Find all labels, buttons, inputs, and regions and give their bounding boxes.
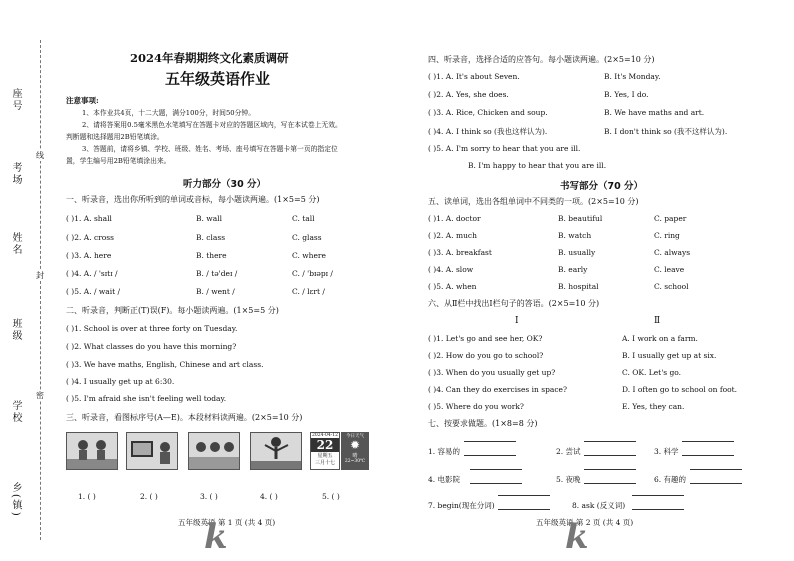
tv-illustration: [127, 433, 177, 469]
calendar-weekday: 星期五: [317, 453, 333, 459]
page-2-footer: 五年级英语 第 2 页 (共 4 页): [536, 518, 634, 527]
people-illustration: [67, 433, 117, 469]
notes-heading: 注意事项:: [66, 96, 99, 105]
option-b: B. wall: [196, 214, 222, 223]
answer-slot[interactable]: 5. ( ): [322, 492, 340, 501]
sport-illustration: [251, 433, 301, 469]
statement-item[interactable]: ( )4. I usually get up at 6:30.: [66, 377, 175, 386]
answer-line[interactable]: [584, 483, 636, 484]
answer-slot[interactable]: 4. ( ): [260, 492, 278, 501]
brand-logo: k: [204, 517, 228, 557]
option-b: B. / went /: [196, 287, 235, 296]
note-line: 3、答题前，请将乡镇、学校、班级、姓名、考场、座号填写在答题卡第一页的指定位: [82, 145, 338, 153]
calendar-lunar: 三月十七: [314, 460, 335, 466]
response-item[interactable]: ( )5. A. I'm sorry to hear that you are ill.: [428, 144, 581, 153]
note-line: 2、请将答案用0.5毫米黑色水笔填写在答题卡对应的答题区域内，写在本试卷上无效。: [82, 121, 342, 129]
seal-mark: 封: [36, 271, 44, 280]
answer-slot[interactable]: 2. ( ): [140, 492, 158, 501]
exam-title: 2024年春期期终文化素质调研: [130, 51, 289, 65]
section-7-title: 七、按要求做题。(1×8=8 分): [428, 419, 538, 428]
option-c: C. glass: [292, 233, 322, 242]
response-item[interactable]: ( )3. A. Rice, Chicken and soup.: [428, 108, 548, 117]
brand-logo: k: [565, 517, 589, 557]
task-item: 4. 电影院: [428, 475, 461, 484]
answer-line[interactable]: [632, 495, 684, 496]
weather-card: [341, 432, 369, 470]
note-line: 判断题和选择题用2B铅笔填涂。: [66, 133, 164, 141]
option-b: B. class: [196, 233, 226, 242]
task-item: 3. 科学: [654, 447, 679, 456]
picture-e-calendar: [310, 432, 340, 470]
statement-item[interactable]: ( )3. We have maths, English, Chinese and art class.: [66, 360, 264, 369]
question-item[interactable]: ( )2. A. cross: [66, 233, 114, 242]
sun-icon: ✹: [349, 438, 361, 452]
school-label: 学校: [10, 400, 21, 424]
picture-a-people: [66, 432, 118, 470]
question-item[interactable]: ( )3. A. here: [66, 251, 112, 260]
match-question[interactable]: ( )4. Can they do exercises in space?: [428, 385, 568, 394]
statement-item[interactable]: ( )1. School is over at three forty on Tuesday.: [66, 324, 238, 333]
answer-line[interactable]: [470, 469, 522, 470]
response-item[interactable]: ( )2. A. Yes, she does.: [428, 90, 509, 99]
answer-slot[interactable]: 3. ( ): [200, 492, 218, 501]
picture-b-tv: [126, 432, 178, 470]
option-b: B. We have maths and art.: [604, 108, 705, 117]
writing-section-header: 书写部分（70 分）: [560, 181, 644, 192]
answer-line[interactable]: [682, 441, 734, 442]
response-item[interactable]: ( )4. A. I think so (我也这样认为).: [428, 127, 548, 136]
option-b: B. watch: [558, 231, 592, 240]
section-2-title: 二、听录音，判断正(T)误(F)。每小题读两遍。(1×5=5 分): [66, 306, 279, 315]
answer-line[interactable]: [632, 509, 684, 510]
line-mark: 线: [36, 151, 44, 160]
match-answer: A. I work on a farm.: [622, 334, 698, 343]
answer-line[interactable]: [690, 469, 742, 470]
note-line: 置，学生编号用2B铅笔填涂出来。: [66, 157, 171, 165]
question-item[interactable]: ( )1. A. shall: [66, 214, 112, 223]
word-item[interactable]: ( )4. A. slow: [428, 265, 474, 274]
calendar-date-line: 2024-04-12: [312, 433, 338, 438]
answer-line[interactable]: [690, 483, 742, 484]
answer-line[interactable]: [498, 509, 550, 510]
option-c: C. tall: [292, 214, 315, 223]
name-label: 姓名: [10, 232, 21, 256]
task-item: 8. ask (反义词): [572, 501, 626, 510]
answer-line[interactable]: [470, 483, 522, 484]
option-b: B. usually: [558, 248, 596, 257]
answer-line[interactable]: [584, 441, 636, 442]
task-item: 2. 尝试: [556, 447, 581, 456]
option-b: B. Yes, I do.: [604, 90, 649, 99]
match-answer: D. I often go to school on foot.: [622, 385, 738, 394]
response-item[interactable]: ( )1. A. It's about Seven.: [428, 72, 520, 81]
match-question[interactable]: ( )5. Where do you work?: [428, 402, 524, 411]
option-c: C. paper: [654, 214, 687, 223]
option-b: B. / tə'deɪ /: [196, 269, 238, 278]
exam-room-label: 考场: [10, 162, 21, 186]
picture-d-sport: [250, 432, 302, 470]
option-b: B. hospital: [558, 282, 599, 291]
option-c: C. ring: [654, 231, 680, 240]
match-question[interactable]: ( )3. When do you usually get up?: [428, 368, 556, 377]
word-item[interactable]: ( )1. A. doctor: [428, 214, 481, 223]
statement-item[interactable]: ( )5. I'm afraid she isn't feeling well today.: [66, 394, 227, 403]
class-label: 班级: [10, 318, 21, 342]
section-1-title: 一、听录音，选出你所听到的单词或音标，每小题读两遍。(1×5=5 分): [66, 195, 320, 204]
weather-temp: 22~30℃: [344, 459, 366, 464]
seal-line: [40, 40, 41, 540]
column-ii-header: Ⅱ: [654, 316, 661, 326]
question-item[interactable]: ( )5. A. / wait /: [66, 287, 121, 296]
match-answer: C. OK. Let's go.: [622, 368, 682, 377]
option-c: C. leave: [654, 265, 685, 274]
listening-section-header: 听力部分（30 分）: [183, 179, 267, 190]
task-item: 7. begin(现在分词): [428, 501, 495, 510]
option-c: C. / lɛrt /: [292, 287, 325, 296]
answer-line[interactable]: [498, 495, 550, 496]
answer-slot[interactable]: 1. ( ): [78, 492, 96, 501]
option-c: C. school: [654, 282, 689, 291]
weather-status: 晴: [352, 453, 358, 459]
option-b: B. I don't think so (我不这样认为).: [604, 127, 728, 136]
option-b: B. beautiful: [558, 214, 603, 223]
option-c: C. where: [292, 251, 326, 260]
section-3-title: 三、听录音，看图标序号(A—E)。本段材料读两遍。(2×5=10 分): [66, 413, 303, 422]
answer-line[interactable]: [682, 455, 734, 456]
task-item: 5. 夜晚: [556, 475, 581, 484]
answer-line[interactable]: [584, 469, 636, 470]
picture-c-class: [188, 432, 240, 470]
answer-line[interactable]: [584, 455, 636, 456]
option-b: B. I'm happy to hear that you are ill.: [468, 161, 607, 170]
statement-item[interactable]: ( )2. What classes do you have this morning?: [66, 342, 237, 351]
weather-label: 今日天气: [346, 434, 364, 439]
match-answer: E. Yes, they can.: [622, 402, 685, 411]
task-item: 1. 容易的: [428, 447, 461, 456]
answer-line[interactable]: [464, 441, 516, 442]
match-question[interactable]: ( )1. Let's go and see her, OK?: [428, 334, 543, 343]
township-label: 乡(镇): [10, 482, 21, 518]
section-4-title: 四、听录音，选择合适的应答句。每小题读两遍。(2×5=10 分): [428, 55, 655, 64]
section-6-title: 六、从Ⅱ栏中找出Ⅰ栏句子的答语。(2×5=10 分): [428, 299, 600, 308]
seat-number-label: 座号: [10, 88, 21, 112]
option-c: C. / 'bɪəpɪ /: [292, 269, 333, 278]
calendar-day: 22: [311, 438, 339, 452]
match-answer: B. I usually get up at six.: [622, 351, 717, 360]
option-b: B. early: [558, 265, 588, 274]
task-item: 6. 有趣的: [654, 475, 687, 484]
note-line: 1、本作业共4页，十二大题，满分100分，时间50分钟。: [82, 109, 256, 117]
word-item[interactable]: ( )2. A. much: [428, 231, 477, 240]
match-question[interactable]: ( )2. How do you go to school?: [428, 351, 544, 360]
class-illustration: [189, 433, 239, 469]
exam-subtitle: 五年级英语作业: [165, 70, 271, 88]
secret-mark: 密: [36, 391, 44, 400]
option-b: B. there: [196, 251, 227, 260]
option-b: B. It's Monday.: [604, 72, 661, 81]
word-item[interactable]: ( )3. A. breakfast: [428, 248, 492, 257]
word-item[interactable]: ( )5. A. when: [428, 282, 477, 291]
page-1-footer: 五年级英语 第 1 页 (共 4 页): [178, 518, 276, 527]
section-5-title: 五、读单词，选出各组单词中不同类的一项。(2×5=10 分): [428, 197, 639, 206]
answer-line[interactable]: [464, 455, 516, 456]
column-i-header: Ⅰ: [515, 316, 519, 326]
question-item[interactable]: ( )4. A. / 'sɪtɪ /: [66, 269, 118, 278]
option-c: C. always: [654, 248, 691, 257]
